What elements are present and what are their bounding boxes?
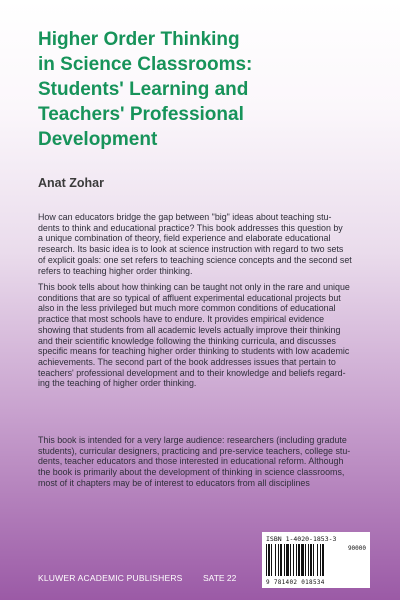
book-title [38,27,368,152]
barcode-icon [266,544,338,576]
paragraph-line: teachers' professional development and to their knowledge and beliefs regard- [38,367,346,378]
paragraph-line: showing that students from all academic levels actually improve their thinking [38,324,341,335]
paragraph-line: conditions that are so typical of affluent experimental educational projects but [38,292,341,303]
description-paragraph [38,282,363,389]
paragraph-line: practice that most schools have to endure. It provides empirical evidence [38,314,325,325]
paragraph-line: achievements. The second part of the book addresses issues that pertain to [38,356,336,367]
paragraph-line: How can educators bridge the gap between "big" ideas about teaching stu- [38,212,332,222]
series-code: SATE 22 [203,573,237,583]
description-paragraph [38,435,363,489]
paragraph-line: specific means for teaching higher order thinking to students with low academic [38,346,350,357]
paragraph-line: dents, teacher educators and those interested in educational reform. Although [38,456,344,467]
isbn-barcode [262,532,370,588]
paragraph-line: research. Its basic idea is to look at science instruction with regard to two sets [38,244,344,255]
paragraph-line: ing the teaching of higher order thinking. [38,378,197,389]
paragraph-line: refers to teaching higher order thinking. [38,265,193,276]
paragraph-line: also in the less privileged but much more common conditions of educational [38,303,336,314]
title-line: Development [38,129,158,150]
ean-number: 9 781402 018534 [266,579,325,586]
paragraph-line: This book is intended for a very large audience: researchers (including gradute [38,435,347,445]
price-code: 90000 [347,545,366,552]
title-line: Students' Learning and [38,79,249,100]
paragraph-line: and their scientific knowledge following the thinking curricula, and discusses [38,335,336,346]
paragraph-line: students), curricular designers, practicing and pre-service teachers, college stu- [38,445,351,456]
publisher-name: KLUWER ACADEMIC PUBLISHERS [38,573,183,583]
title-line: in Science Classrooms: [38,54,253,75]
paragraph-line: dents to think and educational practice? This book addresses this question by [38,222,343,233]
paragraph-line: This book tells about how thinking can be taught not only in the rare and unique [38,282,350,292]
description-paragraph [38,212,363,276]
isbn-label: ISBN 1-4020-1853-3 [266,535,337,543]
title-line: Teachers' Professional [38,104,244,125]
paragraph-line: a unique combination of theory, field experience and elaborate educational [38,233,331,244]
author-name: Anat Zohar [38,176,104,190]
title-line: Higher Order Thinking [38,29,240,50]
paragraph-line: the book is primarily about the development of thinking in science classrooms, [38,467,345,478]
paragraph-line: most of it chapters may be of interest to educators from all disciplines [38,477,310,488]
paragraph-line: of explicit goals: one set refers to teaching science concepts and the second set [38,254,352,265]
